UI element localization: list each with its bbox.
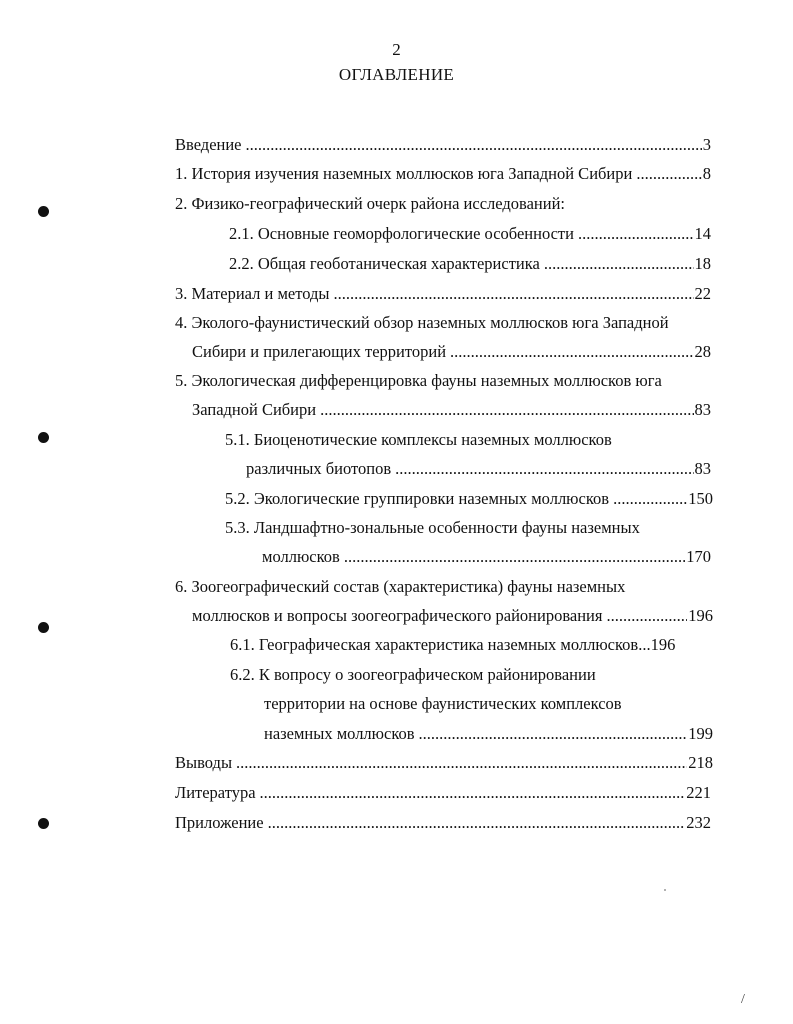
toc-entry-ch5-3-line1[interactable]: 5.3. Ландшафтно-зональные особенности фауны наземных [225,518,640,537]
toc-entry-ch4-line2[interactable] [192,340,711,364]
toc-leader-dots [268,811,686,835]
toc-page: 170 [686,547,711,566]
toc-label: Литература [175,783,256,802]
toc-entry-ch3[interactable] [175,282,711,306]
toc-page: 14 [694,224,711,243]
toc-label: различных биотопов [246,459,392,478]
toc-entry-ch6-line2[interactable] [192,604,713,628]
toc-entry-ch6-1[interactable] [230,633,713,657]
page-title: ОГЛАВЛЕНИЕ [338,65,455,84]
punch-hole [38,622,49,633]
toc-entry-ch5-1-line2[interactable] [246,457,711,481]
toc-entry-ch2[interactable]: 2. Физико-географический очерк района исследований: [175,194,565,213]
toc-page: 232 [686,813,711,832]
toc-page: 83 [694,459,711,478]
toc-entry-ch1[interactable] [175,162,711,186]
toc-page: 221 [686,783,711,802]
toc-label: 2.1. Основные геоморфологические особенности [229,224,574,243]
toc-entry-ch5-1-line1[interactable]: 5.1. Биоценотические комплексы наземных моллюсков [225,430,612,449]
toc-entry-conclusions[interactable] [175,751,713,775]
toc-entry-ch5-2[interactable] [225,487,713,511]
toc-leader-dots [260,781,686,805]
toc-label: Западной Сибири [192,400,317,419]
toc-entry-ch5-3-line2[interactable] [262,545,711,569]
toc-leader-dots [636,162,701,186]
toc-page: 22 [694,284,711,303]
toc-page: 218 [688,753,713,772]
scan-speck [664,889,666,891]
toc-entry-ch2-2[interactable] [229,252,711,276]
toc-leader-dots [419,722,688,746]
toc-leader-dots [344,545,685,569]
page-number: 2 [392,40,401,59]
toc-entry-intro[interactable] [175,133,711,157]
toc-leader-dots [578,222,694,246]
toc-leader-dots [606,604,687,628]
toc-label: Приложение [175,813,264,832]
toc-entry-ch6-line1[interactable]: 6. Зоогеографический состав (характеристика) фауны наземных [175,577,626,596]
toc-leader-dots [450,340,693,364]
toc-entry-ch6-2-line1[interactable]: 6.2. К вопросу о зоогеографическом районировании [230,665,596,684]
punch-hole [38,432,49,443]
toc-page: 196 [688,606,713,625]
toc-page: 28 [694,342,711,361]
toc-label: 3. Материал и методы [175,284,330,303]
toc-entry-appendix[interactable] [175,811,711,835]
toc-label: Выводы [175,753,233,772]
toc-page: 83 [694,400,711,419]
toc-page: 3 [702,135,711,154]
toc-label: наземных моллюсков [264,724,415,743]
toc-entry-literature[interactable] [175,781,711,805]
toc-entry-ch6-2-line3[interactable] [264,722,713,746]
toc-page: 196 [650,635,676,654]
toc-label: 2.2. Общая геоботаническая характеристика [229,254,540,273]
toc-entry-ch4-line1[interactable]: 4. Эколого-фаунистический обзор наземных моллюсков юга Западной [175,313,669,332]
toc-label: Введение [175,135,242,154]
toc-label: моллюсков и вопросы зоогеографического районирования [192,606,603,625]
toc-page: 8 [702,164,711,183]
toc-leader-dots [544,252,694,276]
toc-label: Сибири и прилегающих территорий [192,342,447,361]
corner-mark: / [741,992,745,1007]
punch-hole [38,206,49,217]
toc-page: 150 [688,489,713,508]
toc-leader-dots [395,457,693,481]
toc-leader-dots [246,133,702,157]
toc-entry-ch2-1[interactable] [229,222,711,246]
toc-label: моллюсков [262,547,340,566]
toc-leader-dots [333,282,693,306]
toc-label: 5.2. Экологические группировки наземных моллюсков [225,489,610,508]
toc-leader-dots [236,751,687,775]
toc-page: 199 [688,724,713,743]
toc-page: 18 [694,254,711,273]
toc-label: 1. История изучения наземных моллюсков юга Западной Сибири [175,164,633,183]
toc-entry-ch5-line1[interactable]: 5. Экологическая дифференцировка фауны наземных моллюсков юга [175,371,662,390]
punch-hole [38,818,49,829]
toc-label: 6.1. Географическая характеристика наземных моллюсков... [230,635,651,654]
toc-entry-ch6-2-line2[interactable]: территории на основе фаунистических комплексов [264,694,622,713]
toc-leader-dots [613,487,687,511]
toc-entry-ch5-line2[interactable] [192,398,711,422]
toc-leader-dots [320,398,693,422]
